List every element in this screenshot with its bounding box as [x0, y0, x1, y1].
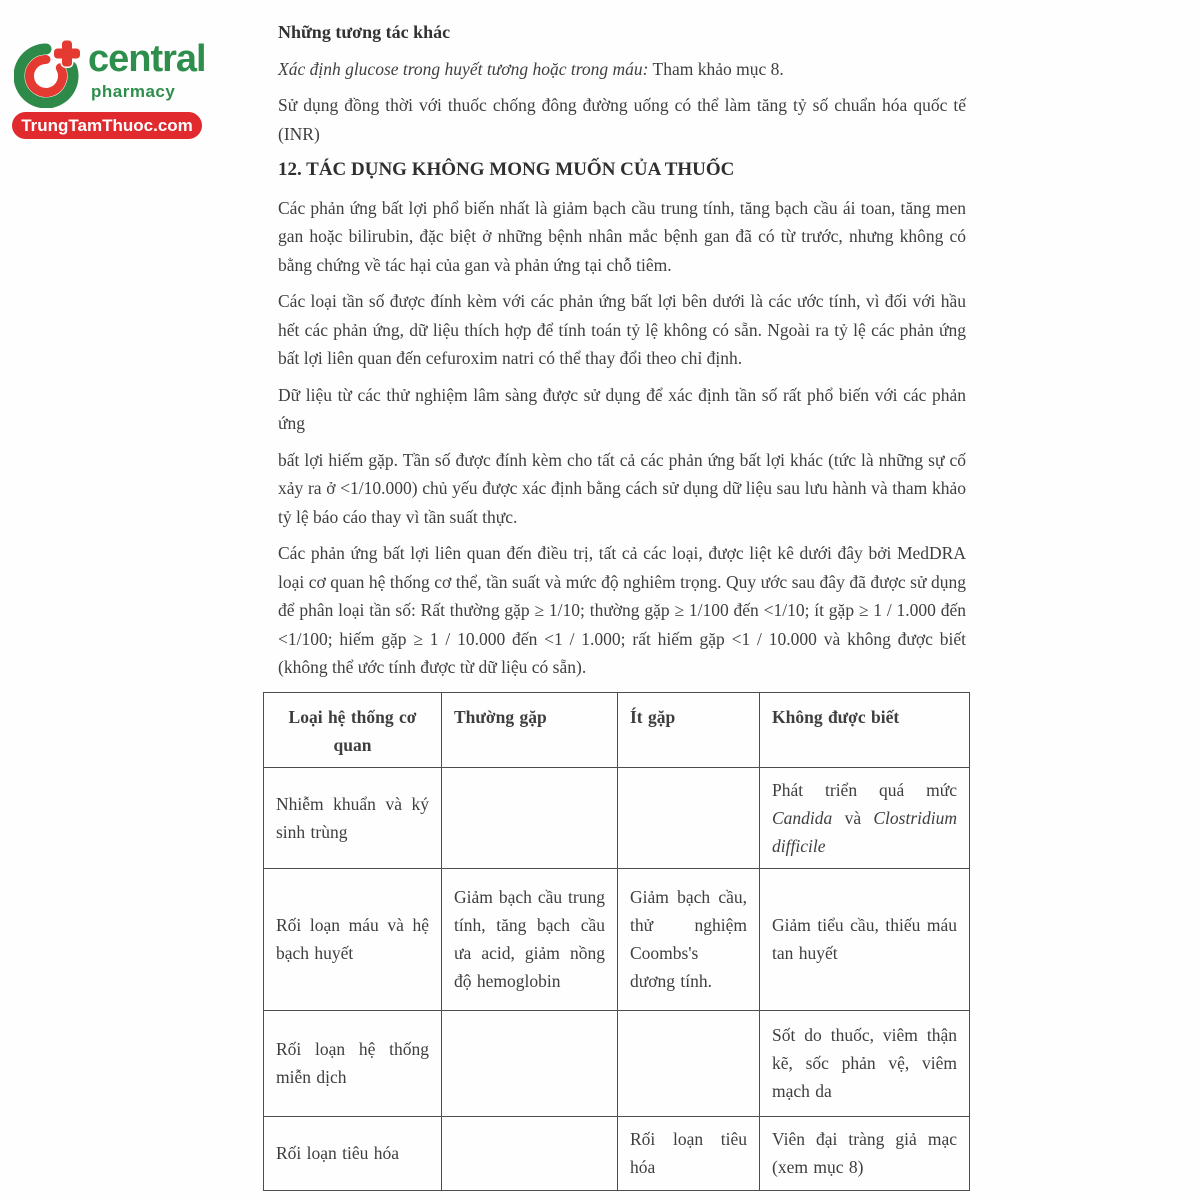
cell-organ: Nhiễm khuẩn và ký sinh trùng — [264, 767, 442, 868]
cell-common — [442, 767, 618, 868]
header-uncommon: Ít gặp — [618, 692, 760, 767]
header-common: Thường gặp — [442, 692, 618, 767]
adverse-reactions-table — [263, 692, 970, 1191]
table-row-gastrointestinal — [264, 1116, 970, 1190]
document-text-column — [278, 14, 966, 1191]
candida-italic: Candida — [772, 807, 833, 828]
cell-organ: Rối loạn hệ thống miễn dịch — [264, 1010, 442, 1116]
table-row-blood-lymphatic — [264, 868, 970, 1010]
glucose-reference: Tham khảo mục 8. — [648, 58, 784, 79]
logo-tagline-text: pharmacy — [91, 82, 176, 101]
table-row-immune-system — [264, 1010, 970, 1116]
unknown-mid-text: và — [832, 807, 874, 828]
cell-organ: Rối loạn tiêu hóa — [264, 1116, 442, 1190]
central-pharmacy-c-icon — [14, 34, 82, 108]
logo-brand-text: central — [88, 38, 206, 80]
pharmacy-logo — [12, 34, 208, 142]
cell-uncommon — [618, 767, 760, 868]
paragraph-clinical-trial-data: Dữ liệu từ các thử nghiệm lâm sàng được sử dụng để xác định tần số rất phổ biến với các phản ứng — [278, 384, 966, 433]
paragraph-rare-reactions: bất lợi hiếm gặp. Tần số được đính kèm cho tất cả các phản ứng bất lợi khác (tức là những sự cố xảy ra ở <1/10.000) chủ yếu được xác định bằng cách sử dụng dữ liệu sau lưu hành và tham khảo tỷ lệ báo cáo thay vì tần suất thực. — [278, 449, 966, 527]
glucose-italic-lead: Xác định glucose trong huyết tương hoặc trong máu: — [278, 58, 649, 79]
cell-uncommon — [618, 1010, 760, 1116]
inr-paragraph: Sử dụng đồng thời với thuốc chống đông đường uống có thể làm tăng tỷ số chuẩn hóa quốc tế (INR) — [278, 95, 966, 144]
glucose-interaction-paragraph — [278, 55, 966, 84]
paragraph-common-reactions: Các phản ứng bất lợi phổ biến nhất là giảm bạch cầu trung tính, tăng bạch cầu ái toan, tăng men gan hoặc bilirubin, đặc biệt ở những bệnh nhân mắc bệnh gan đã có từ trước, nhưng không có bằng chứng về tác hại của gan và phản ứng tại chỗ tiêm. — [278, 197, 966, 275]
section-12-heading: 12. TÁC DỤNG KHÔNG MONG MUỐN CỦA THUỐC — [278, 159, 735, 180]
cell-uncommon: Rối loạn tiêu hóa — [618, 1116, 760, 1190]
cell-unknown: Viên đại tràng giả mạc (xem mục 8) — [760, 1116, 970, 1190]
cell-common: Giảm bạch cầu trung tính, tăng bạch cầu ưa acid, giảm nồng độ hemoglobin — [442, 868, 618, 1010]
cell-organ: Rối loạn máu và hệ bạch huyết — [264, 868, 442, 1010]
cell-common — [442, 1010, 618, 1116]
cell-uncommon: Giảm bạch cầu, thử nghiệm Coombs's dương tính. — [618, 868, 760, 1010]
logo-website-badge: TrungTamThuoc.com — [12, 112, 202, 139]
cell-unknown — [760, 767, 970, 868]
table-row-infections — [264, 767, 970, 868]
header-unknown: Không được biết — [760, 692, 970, 767]
header-organ-system: Loại hệ thống cơ quan — [264, 692, 442, 767]
cell-common — [442, 1116, 618, 1190]
cell-unknown: Sốt do thuốc, viêm thận kẽ, sốc phản vệ, viêm mạch da — [760, 1010, 970, 1116]
unknown-lead-text: Phát triển quá mức — [772, 779, 957, 800]
table-header-row — [264, 692, 970, 767]
clostridium-italic: Clostridium difficile — [772, 807, 957, 856]
paragraph-meddra-convention: Các phản ứng bất lợi liên quan đến điều trị, tất cả các loại, được liệt kê dưới đây bởi MedDRA loại cơ quan hệ thống cơ thể, tần suất và mức độ nghiêm trọng. Quy ước sau đây đã được sử dụng để phân loại tần số: Rất thường gặp ≥ 1/10; thường gặp ≥ 1/100 đến <1/10; ít gặp ≥ 1 / 1.000 đến <1/100; hiếm gặp ≥ 1 / 10.000 đến <1 / 1.000; rất hiếm gặp <1 / 10.000 và không được biết (không thể ước tính được từ dữ liệu có sẵn). — [278, 543, 966, 677]
paragraph-frequency-estimates: Các loại tần số được đính kèm với các phản ứng bất lợi bên dưới là các ước tính, vì đối với hầu hết các phản ứng, dữ liệu thích hợp để tính toán tỷ lệ không có sẵn. Ngoài ra tỷ lệ các phản ứng bất lợi liên quan đến cefuroxim natri có thể thay đổi theo chỉ định. — [278, 291, 966, 368]
other-interactions-heading: Những tương tác khác — [278, 22, 451, 42]
cell-unknown: Giảm tiểu cầu, thiếu máu tan huyết — [760, 868, 970, 1010]
